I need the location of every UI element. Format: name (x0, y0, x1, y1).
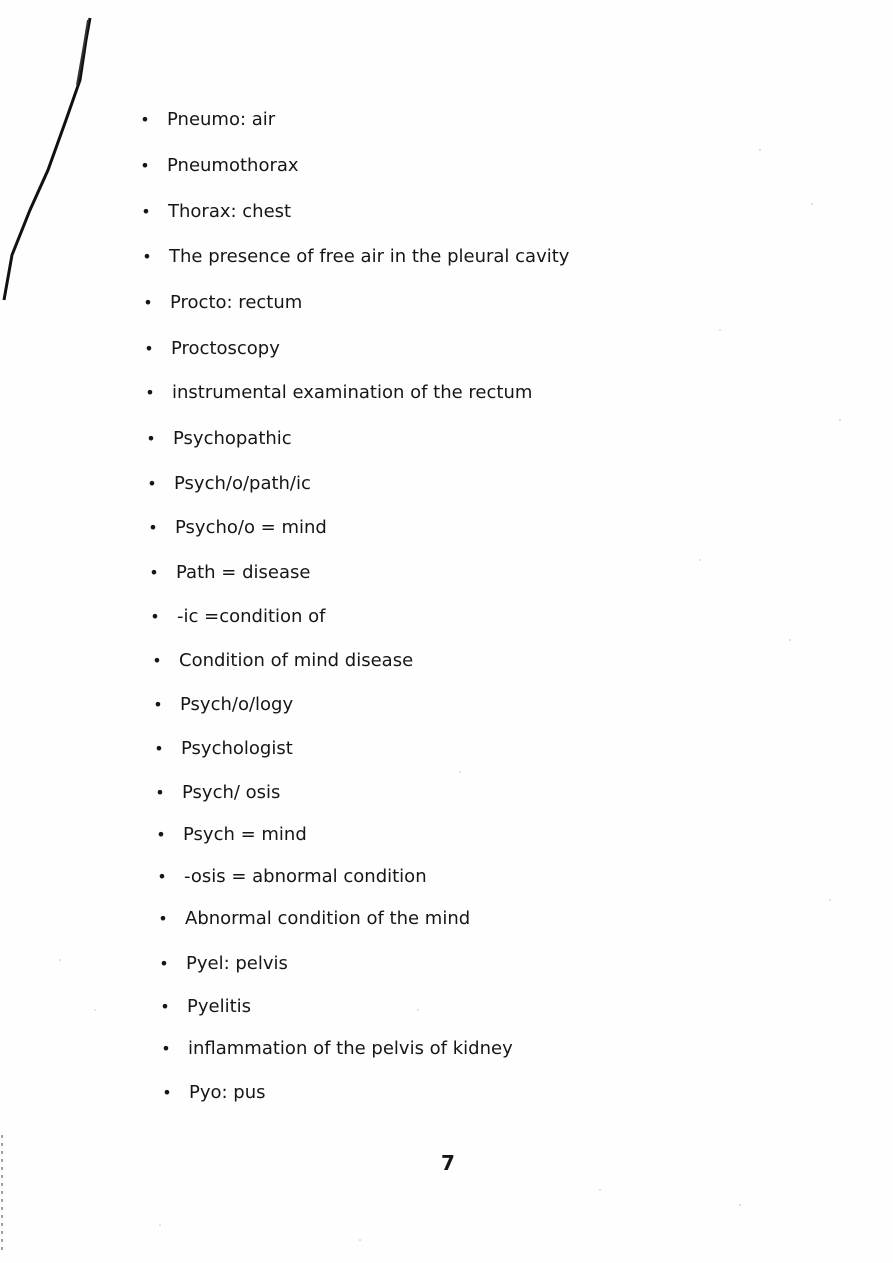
list-item-label: Thorax: chest (168, 201, 292, 222)
list-item-label: Psychologist (181, 738, 293, 759)
list-item-label: inflammation of the pelvis of kidney (188, 1038, 513, 1059)
bullet-icon: • (141, 202, 151, 221)
bullet-icon: • (161, 1039, 171, 1058)
list-item-label: Psycho/o = mind (175, 517, 327, 538)
list-item-label: -ic =condition of (177, 606, 326, 627)
list-item-label: -osis = abnormal condition (184, 866, 427, 887)
bullet-icon: • (157, 867, 167, 886)
bullet-icon: • (140, 156, 150, 175)
list-item-label: Procto: rectum (170, 292, 303, 313)
bullet-icon: • (150, 607, 160, 626)
list-item-label: Path = disease (176, 562, 311, 583)
bullet-icon: • (155, 783, 165, 802)
list-item-label: Condition of mind disease (179, 650, 414, 671)
list-item-label: Pneumothorax (167, 155, 299, 176)
bullet-icon: • (149, 563, 159, 582)
page-number: 7 (441, 1151, 455, 1175)
list-item-label: Pyel: pelvis (186, 953, 288, 974)
bullet-icon: • (145, 383, 155, 402)
list-item-label: Pneumo: air (167, 109, 276, 130)
bullet-icon: • (160, 997, 170, 1016)
bullet-icon: • (148, 518, 158, 537)
bullet-icon: • (147, 474, 157, 493)
bullet-icon: • (153, 695, 163, 714)
list-item-label: Pyelitis (187, 996, 252, 1017)
list-item-label: Psych/o/logy (180, 694, 294, 715)
list-item-label: Pyo: pus (189, 1082, 266, 1103)
list-item-label: Psych/ osis (182, 782, 281, 803)
bullet-icon: • (143, 293, 153, 312)
bullet-icon: • (142, 247, 152, 266)
bullet-icon: • (146, 429, 156, 448)
list-item-label: Psychopathic (173, 428, 292, 449)
list-item-label: Abnormal condition of the mind (185, 908, 471, 929)
bullet-icon: • (154, 739, 164, 758)
bullet-icon: • (158, 909, 168, 928)
list-item-label: Psych = mind (183, 824, 307, 845)
list-item-label: The presence of free air in the pleural cavity (169, 246, 570, 267)
bullet-icon: • (156, 825, 166, 844)
list-item-label: Psych/o/path/ic (174, 473, 311, 494)
bullet-icon: • (152, 651, 162, 670)
bullet-icon: • (144, 339, 154, 358)
list-item-label: instrumental examination of the rectum (172, 382, 533, 403)
list-item-label: Proctoscopy (171, 338, 280, 359)
bullet-icon: • (162, 1083, 172, 1102)
bullet-icon: • (140, 110, 150, 129)
bullet-icon: • (159, 954, 169, 973)
